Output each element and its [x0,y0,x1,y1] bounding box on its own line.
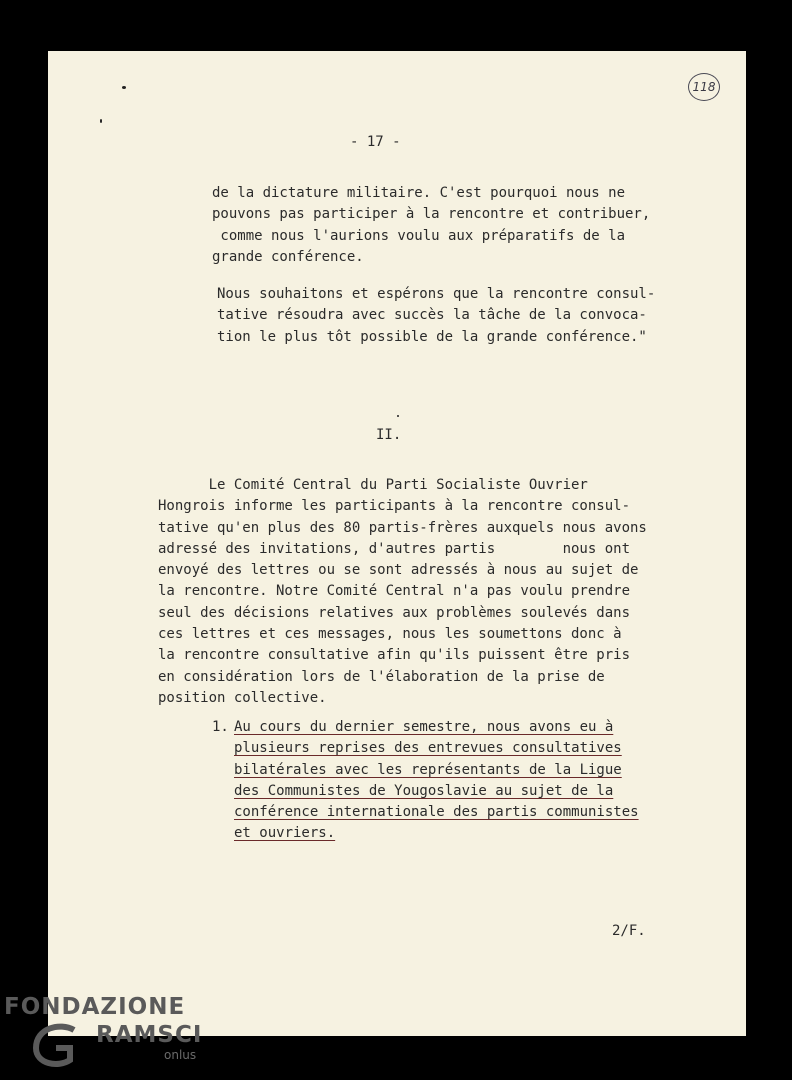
page-reference: 2/F. [612,923,646,939]
watermark-logo [4,994,203,1062]
g-logo-icon [30,1022,94,1072]
list-item-text: Au cours du dernier semestre, nous avons eu à plusieurs reprises des entrevues consultatives bilatérales avec les représentants de la Ligue des Communistes de Yougoslavie au sujet de la conférence internationale des partis communistes et ouvriers. [234,719,639,842]
list-item-marker: 1. [212,719,229,735]
paragraph-3: Le Comité Central du Parti Socialiste Ouvrier Hongrois informe les participants à la rencontre consul- tative qu'en plus des 80 partis-frères auxquels nous avons adressé des invitations, d'autres partis nous ont envoyé des lettres ou se sont adressés à nous au sujet de la rencontre. Notre Comité Central n'a pas voulu prendre seul des décisions relatives aux problèmes soulevés dans ces lettres et ces messages, nous les soumettons donc à la rencontre consultative afin qu'ils puissent être pris en considération lors de l'élaboration de la prise de position collective. [158,477,647,706]
archive-stamp: 118 [688,73,720,101]
section-heading: II. [376,427,402,443]
ink-speck [100,119,102,123]
paragraph-1: de la dictature militaire. C'est pourquoi nous ne pouvons pas participer à la rencontre et contribuer, comme nous l'aurions voulu aux préparatifs de la grande conférence. [212,185,651,265]
watermark-suffix: onlus [164,1048,197,1062]
ink-speck [397,415,399,417]
ink-speck [122,86,126,89]
page-number: - 17 - [350,134,401,150]
watermark-line1: FONDAZIONE [4,994,186,1020]
paragraph-2: Nous souhaitons et espérons que la rencontre consul- tative résoudra avec succès la tâche de la convoca- tion le plus tôt possible de la grande conférence." [217,286,656,345]
watermark-line2: RAMSCI [96,1022,203,1048]
